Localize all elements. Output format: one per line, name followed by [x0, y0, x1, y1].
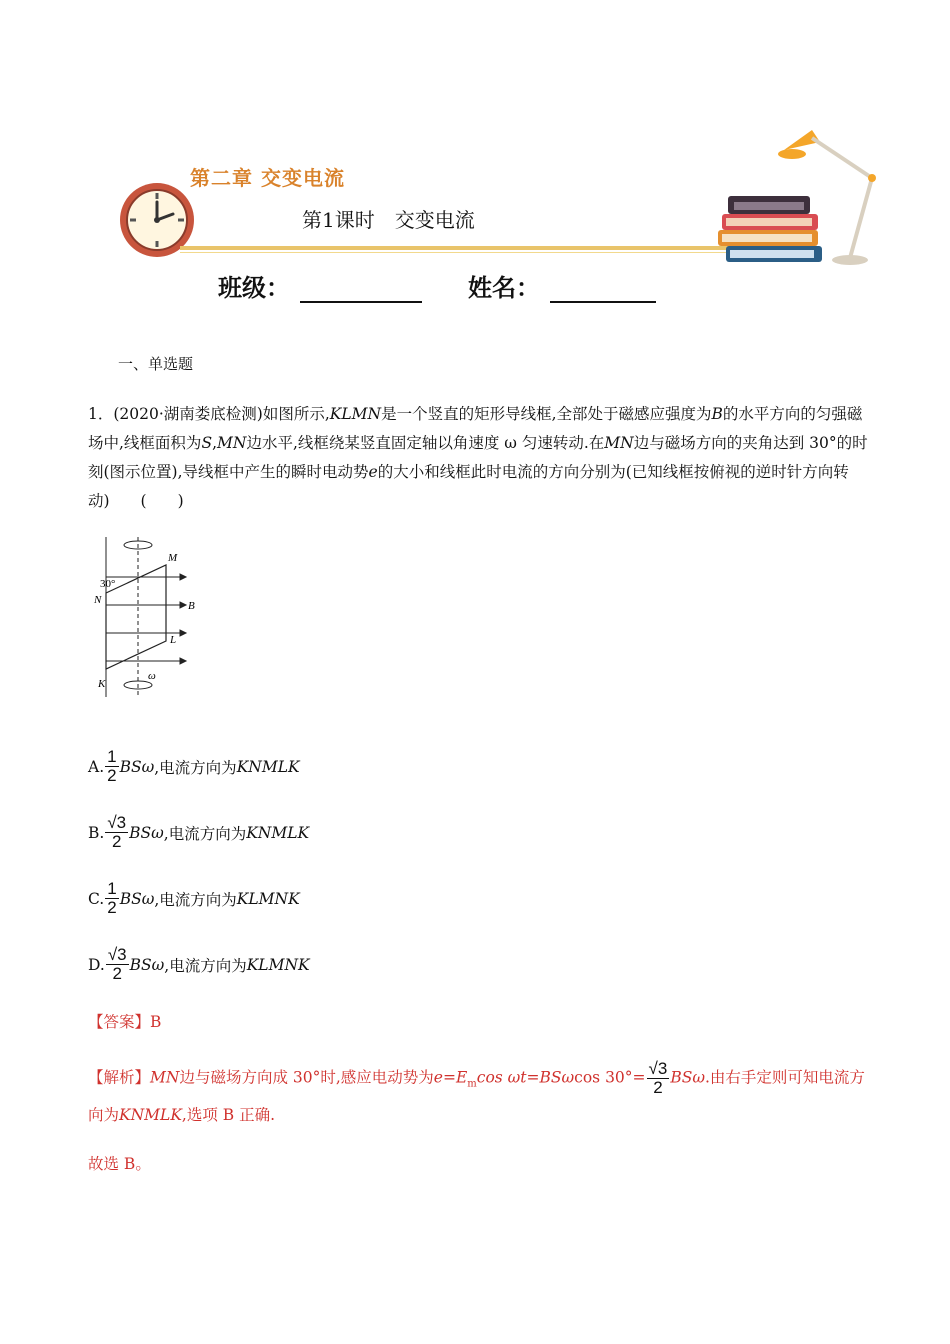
answer: [88, 1010, 161, 1032]
label-N: N: [94, 594, 102, 606]
label-K: K: [98, 678, 106, 690]
label-angle: 30°: [100, 578, 116, 590]
name-label: 姓名：: [468, 274, 540, 302]
fraction: $\frac{1}{2}$: [107, 747, 117, 785]
fraction: $\frac{1}{2}$: [107, 879, 117, 917]
explanation: 【解析】MN边与磁场方向成 30°时,感应电动势为$e=E_m\cos$ ωt=BSωcos 30°= $\frac{√3}{2}$ BSω.由右手定则可知电流方 向为KNMLK,选项 B 正确.: [88, 1059, 865, 1124]
answer-value: B: [150, 1013, 162, 1031]
option-c[interactable]: C. $\frac{1}{2}$ BSω ,电流方向为 KLMNK: [88, 879, 300, 917]
conclusion: 故选 B。: [88, 1155, 151, 1173]
lesson-title: 第1课时 交变电流: [302, 208, 475, 232]
name-field: [468, 268, 656, 303]
question-text: 1．(2020·湖南娄底检测)如图所示,KLMN是一个竖直的矩形导线框,全部处于磁感应强度为B的水平方向的匀强磁场中,线框面积为S,MN边水平,线框绕某竖直固定轴以角速度 ω 匀速转动.在MN边与磁场方向的夹角达到 30°的时刻(图示位置),导线框中产生的瞬时电动势e的大小和线框此时电流的方向分别为(已知线框按俯视的逆时针方向转动) ( ): [88, 405, 868, 510]
class-label: 班级：: [218, 274, 290, 302]
label-L: L: [170, 634, 177, 646]
books-lamp-icon: [712, 120, 882, 270]
class-field: [218, 268, 422, 303]
option-b[interactable]: B. $\frac{√3}{2}$ BSω ,电流方向为 KNMLK: [88, 813, 310, 851]
answer-label: 【答案】: [88, 1013, 151, 1031]
label-B: B: [188, 600, 195, 612]
label-M: M: [168, 552, 178, 564]
label-omega: ω: [148, 670, 156, 682]
fraction: $\frac{√3}{2}$: [107, 813, 127, 851]
fraction: $\frac{√3}{2}$: [648, 1059, 668, 1097]
section-title: 一、单选题: [118, 355, 194, 373]
header-divider-thin: [180, 252, 740, 253]
class-blank[interactable]: [300, 275, 422, 303]
chapter-title: 第二章 交变电流: [190, 166, 345, 190]
rotating-frame-figure: [88, 535, 218, 705]
question-number: 1．: [88, 405, 114, 423]
option-d[interactable]: D. $\frac{√3}{2}$ BSω ,电流方向为 KLMNK: [88, 945, 310, 983]
header-divider: [180, 246, 740, 250]
fraction: $\frac{√3}{2}$: [107, 945, 127, 983]
name-blank[interactable]: [550, 275, 656, 303]
option-a[interactable]: A. $\frac{1}{2}$ BSω ,电流方向为 KNMLK: [88, 747, 300, 785]
